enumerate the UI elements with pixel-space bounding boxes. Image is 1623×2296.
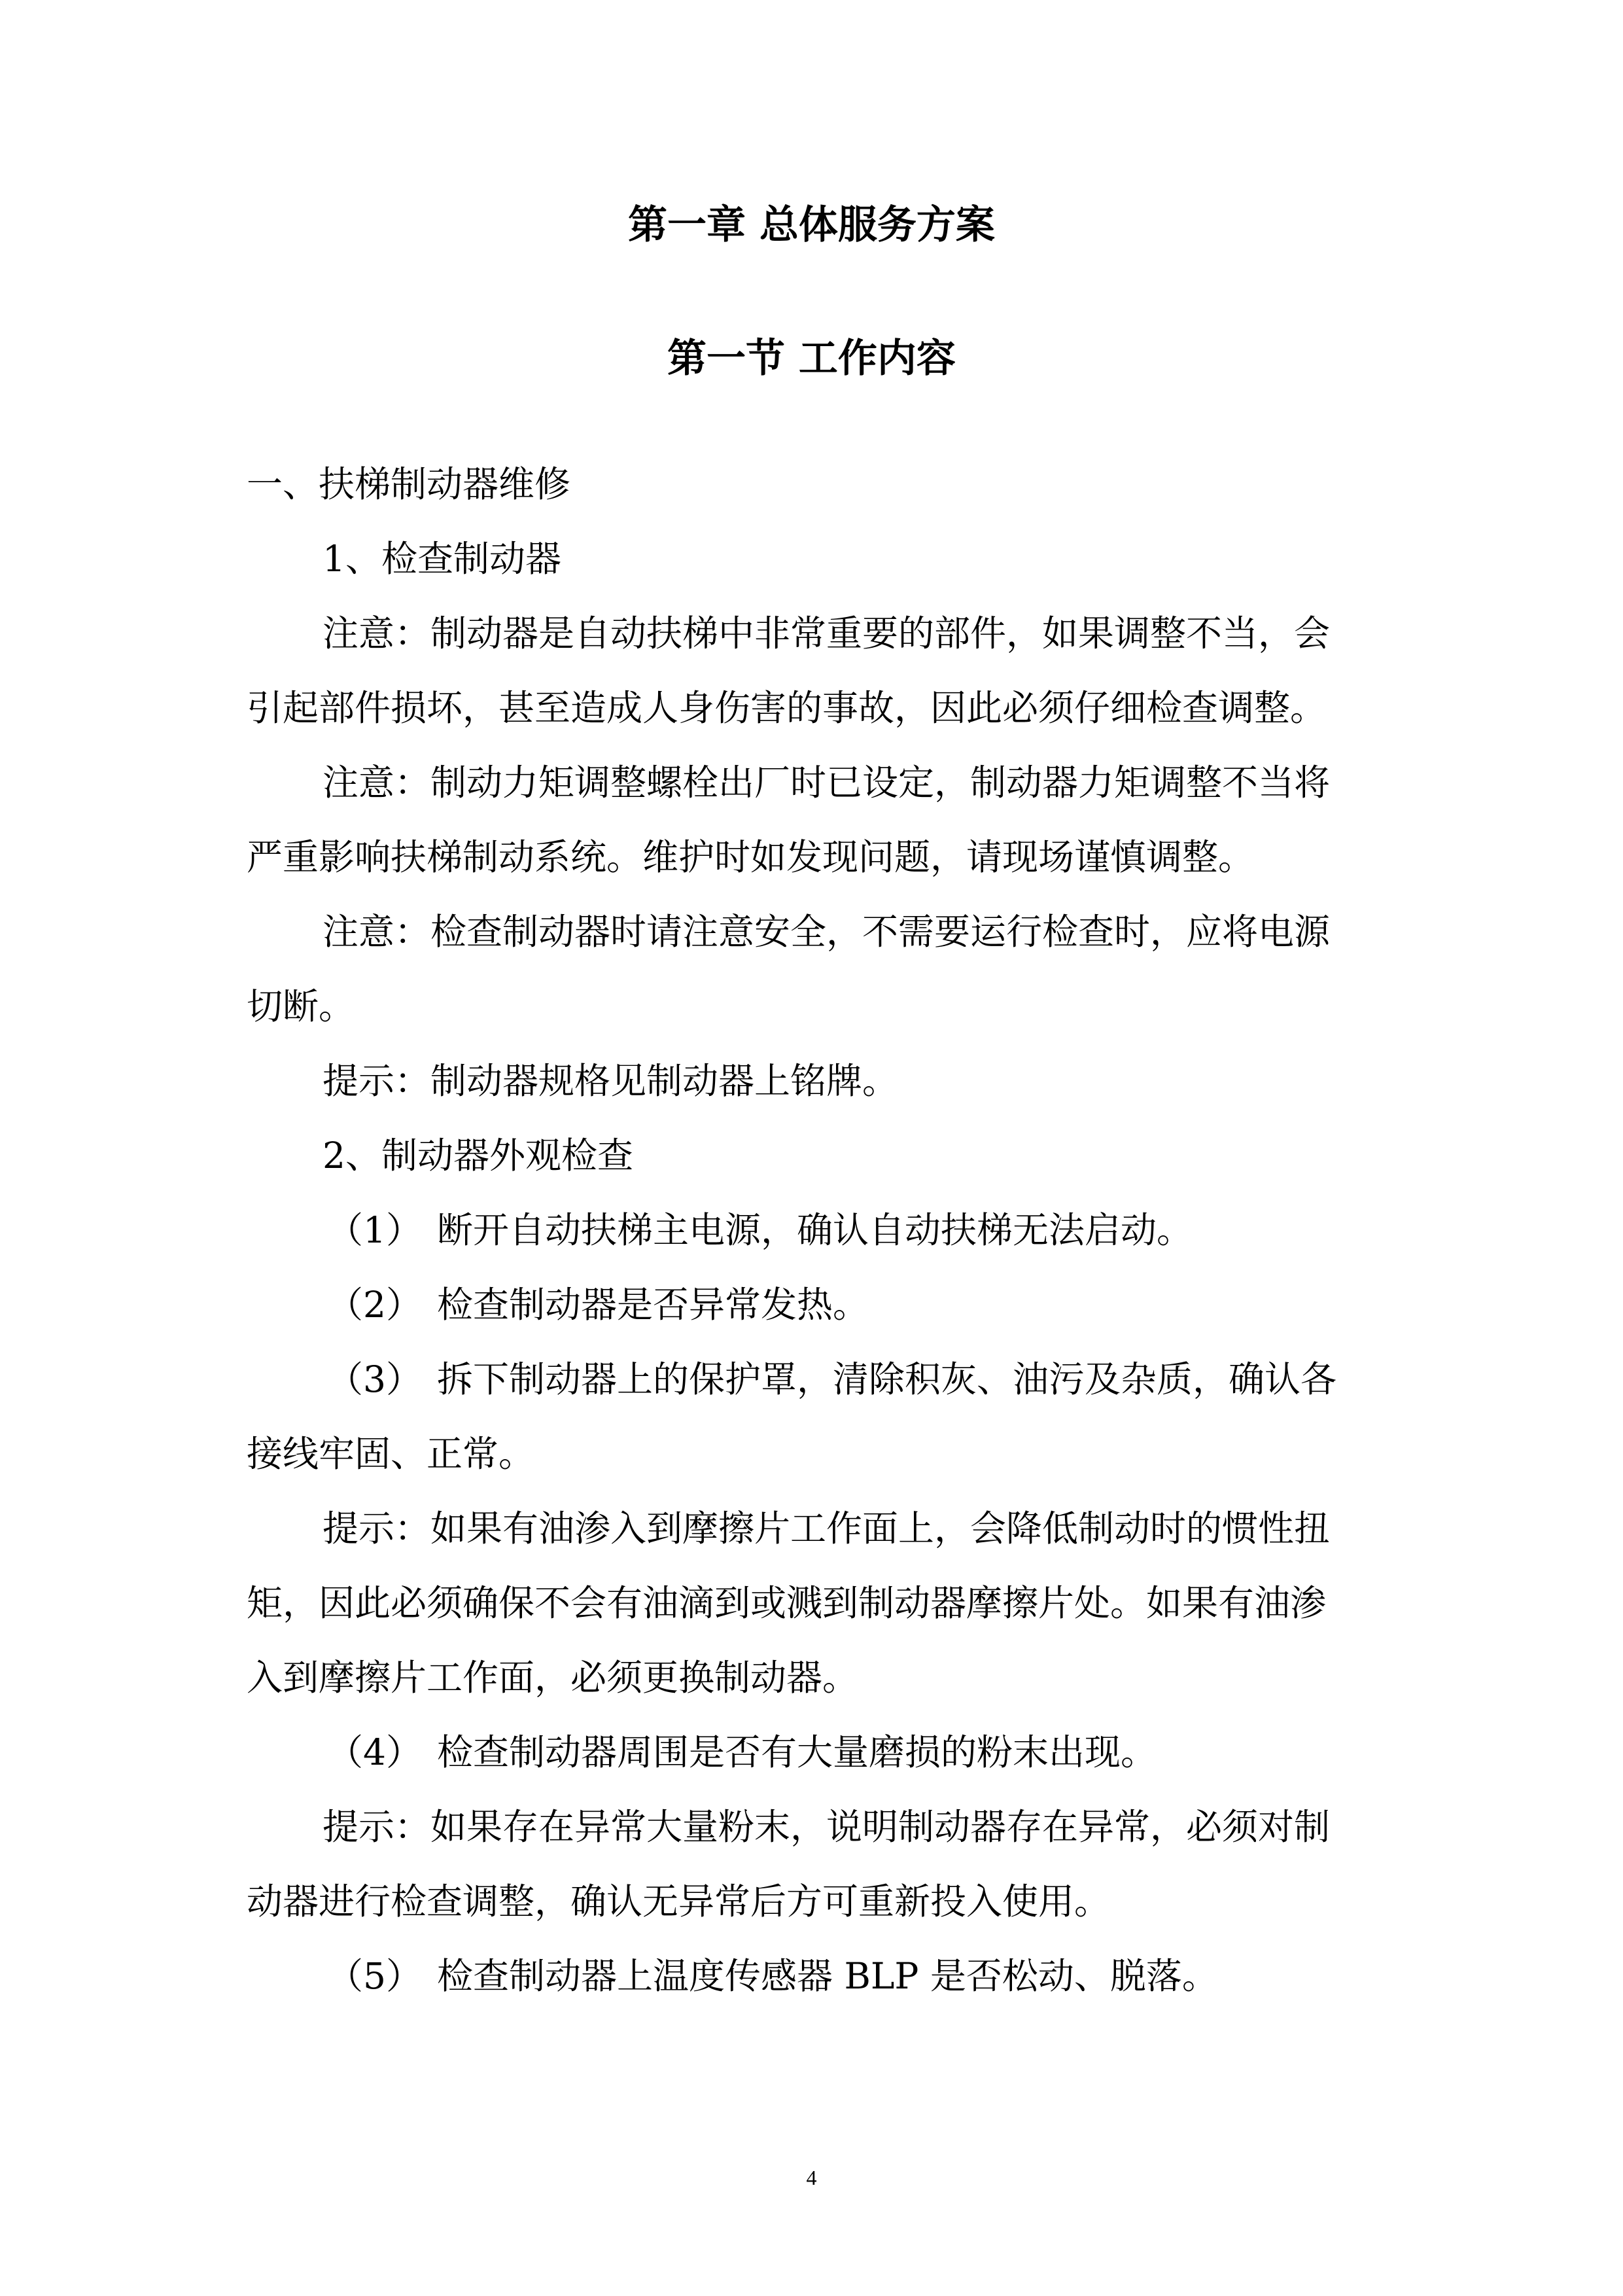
note-3-line-2: 切断。	[247, 985, 355, 1027]
note-3-line-1: 注意：检查制动器时请注意安全，不需要运行检查时，应将电源	[323, 911, 1331, 953]
list-item-continuation: 接线牢固、正常。	[247, 1433, 535, 1475]
list-item-text: 断开自动扶梯主电源，确认自动扶梯无法启动。	[437, 1209, 1193, 1251]
subheading-appearance-check: 2、制动器外观检查	[323, 1135, 633, 1176]
list-item-number: （5）	[327, 1955, 422, 1997]
tip-powder-line-2: 动器进行检查调整，确认无异常后方可重新投入使用。	[247, 1881, 1111, 1922]
section-title: 第一节 工作内容	[667, 336, 956, 381]
page-number: 4	[806, 2166, 817, 2189]
subheading-check-brake: 1、检查制动器	[323, 538, 561, 580]
list-item-number: （2）	[327, 1284, 422, 1326]
note-2-line-1: 注意：制动力矩调整螺栓出厂时已设定，制动器力矩调整不当将	[323, 762, 1331, 804]
list-item-text: 拆下制动器上的保护罩，清除积灰、油污及杂质，确认各	[437, 1358, 1337, 1400]
list-item-text: 检查制动器上温度传感器 BLP 是否松动、脱落。	[437, 1955, 1218, 1997]
tip-oil-line-2: 矩，因此必须确保不会有油滴到或溅到制动器摩擦片处。如果有油渗	[247, 1582, 1327, 1624]
tip-oil-line-1: 提示：如果有油渗入到摩擦片工作面上，会降低制动时的惯性扭	[323, 1508, 1331, 1549]
tip-nameplate: 提示：制动器规格见制动器上铭牌。	[323, 1060, 899, 1102]
tip-oil-line-3: 入到摩擦片工作面，必须更换制动器。	[247, 1657, 859, 1699]
list-item-text: 检查制动器周围是否有大量磨损的粉末出现。	[437, 1731, 1157, 1773]
note-2-line-2: 严重影响扶梯制动系统。维护时如发现问题，请现场谨慎调整。	[247, 836, 1255, 878]
tip-powder-line-1: 提示：如果存在异常大量粉末，说明制动器存在异常，必须对制	[323, 1806, 1331, 1848]
heading-brake-repair: 一、扶梯制动器维修	[247, 463, 571, 505]
chapter-title: 第一章 总体服务方案	[628, 202, 995, 248]
note-1-line-2: 引起部件损坏，甚至造成人身伤害的事故，因此必须仔细检查调整。	[247, 687, 1327, 729]
list-item-number: （4）	[327, 1731, 422, 1773]
note-1-line-1: 注意：制动器是自动扶梯中非常重要的部件，如果调整不当，会	[323, 612, 1331, 654]
list-item-text: 检查制动器是否异常发热。	[437, 1284, 869, 1326]
list-item-number: （1）	[327, 1209, 422, 1251]
list-item-number: （3）	[327, 1358, 422, 1400]
